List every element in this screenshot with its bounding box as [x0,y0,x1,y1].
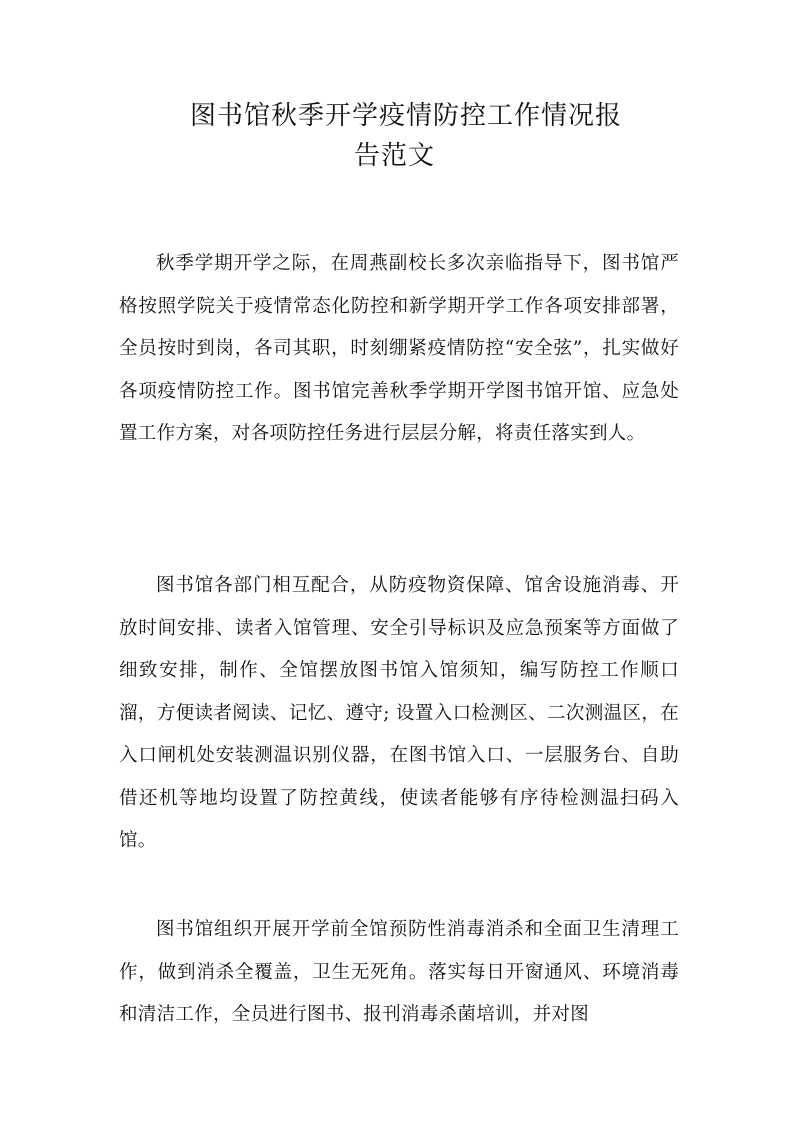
document-title [190,96,670,176]
paragraph-1: 秋季学期开学之际，在周燕副校长多次亲临指导下，图书馆严格按照学院关于疫情常态化防控和新学期开学工作各项安排部署，全员按时到岗，各司其职，时刻绷紧疫情防控“安全弦”，扎实做好各项疫情防控工作。图书馆完善秋季学期开学图书馆开馆、应急处置工作方案，对各项防控任务进行层层分解，将责任落实到人。 [119,253,679,444]
title-line-1: 图书馆秋季开学疫情防控工作情况报 [190,101,623,131]
paragraph-3: 图书馆组织开展开学前全馆预防性消毒消杀和全面卫生清理工作，做到消杀全覆盖，卫生无死角。落实每日开窗通风、环境消毒和清洁工作，全员进行图书、报刊消毒杀菌培训，并对图 [119,919,679,1025]
title-line-2: 告范文 [354,141,436,171]
paragraph-2: 图书馆各部门相互配合，从防疫物资保障、馆舍设施消毒、开放时间安排、读者入馆管理、安全引导标识及应急预案等方面做了细致安排，制作、全馆摆放图书馆入馆须知，编写防控工作顺口溜，方便读者阅读、记忆、遵守; 设置入口检测区、二次测温区，在入口闸机处安装测温识别仪器，在图书馆入口、一层服务台、自助借还机等地均设置了防控黄线，使读者能够有序待检测温扫码入馆。 [119,575,679,851]
